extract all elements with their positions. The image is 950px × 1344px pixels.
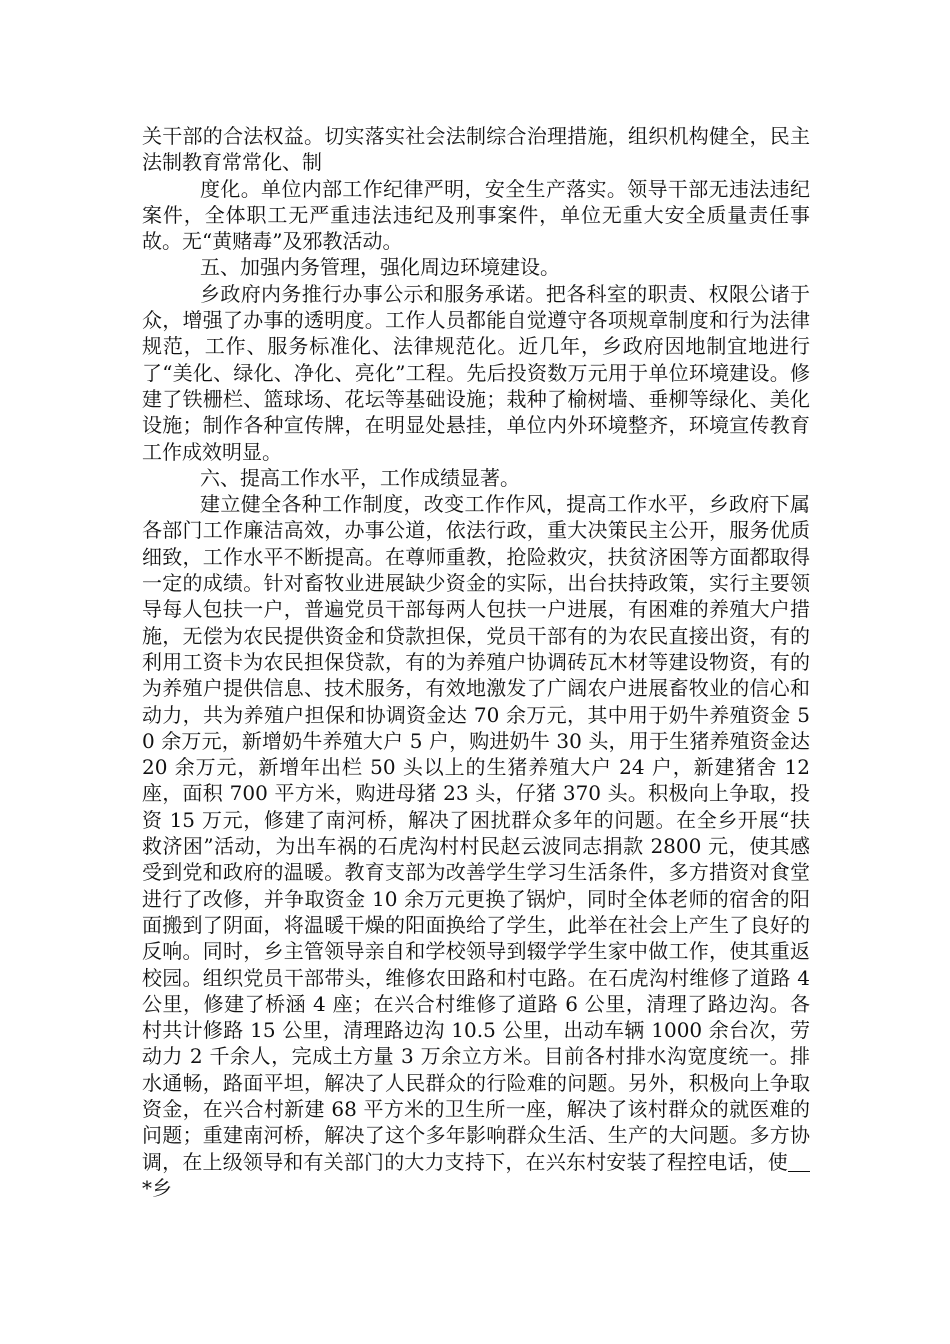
document-body: [142, 123, 810, 1201]
paragraph-4-tail: *乡: [142, 1175, 172, 1200]
section-heading-5: 五、加强内务管理，强化周边环境建设。: [200, 255, 560, 280]
paragraph-1: 关干部的合法权益。切实落实社会法制综合治理措施，组织机构健全，民主法制教育常常化、制: [142, 124, 810, 175]
section-heading-6: 六、提高工作水平，工作成绩显著。: [200, 465, 520, 490]
paragraph-4-text: 建立健全各种工作制度，改变工作作风，提高工作水平，乡政府下属各部门工作廉洁高效，办事公道，依法行政，重大决策民主公开，服务优质细致，工作水平不断提高。在尊师重教，抢险救灾，扶贫济困等方面都取得一定的成绩。针对畜牧业进展缺少资金的实际，出台扶持政策，实行主要领导每人包扶一户，普遍党员干部每两人包扶一户进展，有困难的养殖大户措施，无偿为农民提供资金和贷款担保，党员干部有的为农民直接出资，有的利用工资卡为农民担保贷款，有的为养殖户协调砖瓦木材等建设物资，有的为养殖户提供信息、技术服务，有效地激发了广阔农户进展畜牧业的信心和动力，共为养殖户担保和协调资金达 70 余万元，其中用于奶牛养殖资金 50 余万元，新增奶牛养殖大户 5 户，购进奶牛 30 头，用于生猪养殖资金达 20 余万元，新增年出栏 50 头以上的生猪养殖大户 24 户，新建猪舍 12 座，面积 700 平方米，购进母猪 23 头，仔猪 370 头。积极向上争取，投资 15 万元，修建了南河桥，解决了困扰群众多年的问题。在全乡开展“扶救济困”活动，为出车祸的石虎沟村村民赵云波同志捐款 2800 元，使其感受到党和政府的温暖。教育支部为改善学生学习生活条件，多方措资对食堂进行了改修，并争取资金 10 余万元更换了锅炉，同时全体老师的宿舍的阳面搬到了阴面，将温暖干燥的阳面换给了学生，此举在社会上产生了良好的反响。同时，乡主管领导亲自和学校领导到辍学学生家中做工作，使其重返校园。组织党员干部带头，维修农田路和村屯路。在石虎沟村维修了道路 4 公里，修建了桥涵 4 座；在兴合村维修了道路 6 公里，清理了路边沟。各村共计修路 15 公里，清理路边沟 10.5 公里，出动车辆 1000 余台次，劳动力 2 千余人，完成土方量 3 万余立方米。目前各村排水沟宽度统一。排水通畅，路面平坦，解决了人民群众的行险难的问题。另外，积极向上争取资金，在兴合村新建 68 平方米的卫生所一座，解决了该村群众的就医难的问题；重建南河桥，解决了这个多年影响群众生活、生产的大问题。多方协调，在上级领导和有关部门的大力支持下，在兴东村安装了程控电话，使: [142, 492, 810, 1174]
paragraph-2: 度化。单位内部工作纪律严明，安全生产落实。领导干部无违法违纪案件，全体职工无严重违法违纪及刑事案件，单位无重大安全质量责任事故。无“黄赌毒”及邪教活动。: [142, 176, 810, 254]
paragraph-3: 乡政府内务推行办事公示和服务承诺。把各科室的职责、权限公诸于众，增强了办事的透明度。工作人员都能自觉遵守各项规章制度和行为法律规范，工作、服务标准化、法律规范化。近几年，乡政府因地制宜地进行了“美化、绿化、净化、亮化”工程。先后投资数万元用于单位环境建设。修建了铁栅栏、篮球场、花坛等基础设施；栽种了榆树墙、垂柳等绿化、美化设施；制作各种宣传牌，在明显处悬挂，单位内外环境整齐，环境宣传教育工作成效明显。: [142, 281, 810, 464]
fill-blank: [788, 1151, 810, 1172]
paragraph-4: [142, 491, 810, 1201]
